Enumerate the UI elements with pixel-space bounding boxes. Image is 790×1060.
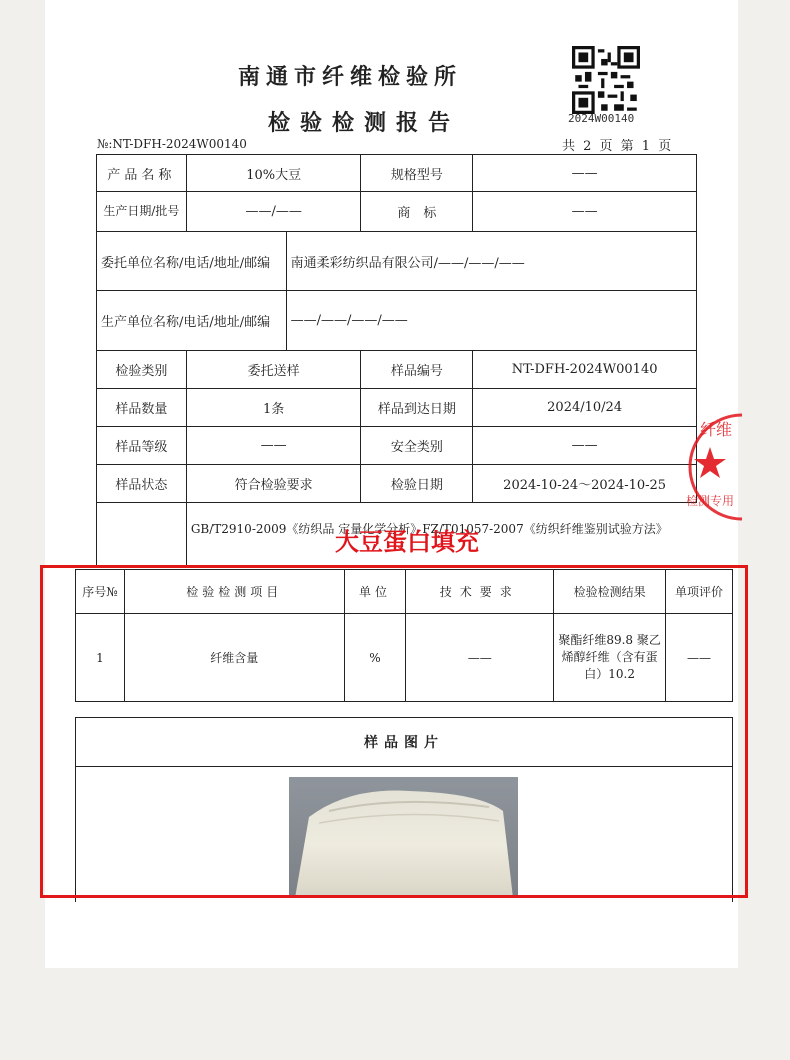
- sample-no-label: 样品编号: [361, 351, 473, 389]
- state-value: 符合检验要求: [186, 465, 361, 503]
- basis-value: GB/T2910-2009《纺织品 定量化学分析》FZ/T01057-2007《纺织纤维鉴别试验方法》: [186, 503, 696, 565]
- client-label: 委托单位名称/电话/地址/邮编: [97, 232, 287, 291]
- page-info: 共 2 页 第 1 页: [562, 139, 674, 154]
- brand-label: 商 标: [361, 192, 473, 232]
- product-name-value: 10%大豆: [186, 155, 361, 192]
- row-evaluation: ——: [666, 614, 733, 702]
- spec-label: 规格型号: [361, 155, 473, 192]
- row-requirement: ——: [406, 614, 554, 702]
- col-header-unit: 单位: [344, 570, 406, 614]
- report-title: 检验检测报告: [268, 110, 461, 136]
- prod-date-label: 生产日期/批号: [97, 192, 187, 232]
- col-header-item: 检验检测项目: [124, 570, 344, 614]
- brand-value: ——: [473, 192, 697, 232]
- producer-label: 生产单位名称/电话/地址/邮编: [97, 291, 287, 351]
- sample-photo-title: 样品图片: [75, 717, 733, 767]
- spec-value: ——: [473, 155, 697, 192]
- safety-value: ——: [473, 427, 697, 465]
- sample-no-value: NT-DFH-2024W00140: [473, 351, 697, 389]
- sample-qty-value: 1条: [186, 389, 361, 427]
- test-type-label: 检验类别: [97, 351, 187, 389]
- qr-code-label: 2024W00140: [568, 112, 635, 125]
- sample-qty-label: 样品数量: [97, 389, 187, 427]
- arrival-value: 2024/10/24: [473, 389, 697, 427]
- basis-label-cell: [97, 503, 187, 565]
- col-header-no: 序号№: [76, 570, 125, 614]
- test-date-label: 检验日期: [361, 465, 473, 503]
- prod-date-value: ——/——: [186, 192, 361, 232]
- stamp-text-bottom: 检测专用: [686, 494, 735, 508]
- col-header-requirement: 技术要求: [406, 570, 554, 614]
- test-date-value: 2024-10-24～2024-10-25: [473, 465, 697, 503]
- row-result: 聚酯纤维89.8 聚乙烯醇纤维（含有蛋白）10.2: [554, 614, 666, 702]
- grade-value: ——: [186, 427, 361, 465]
- row-item: 纤维含量: [124, 614, 344, 702]
- highlight-caption: 大豆蛋白填充: [335, 528, 479, 556]
- qr-code-icon: [572, 46, 640, 114]
- product-name-label: 产品名称: [97, 155, 187, 192]
- institute-title: 南通市纤维检验所: [238, 64, 463, 90]
- col-header-evaluation: 单项评价: [666, 570, 733, 614]
- state-label: 样品状态: [97, 465, 187, 503]
- sample-info-table: [96, 154, 697, 565]
- report-number: №:NT-DFH-2024W00140: [97, 137, 247, 151]
- client-value: 南通柔彩纺织品有限公司/——/——/——: [286, 232, 696, 291]
- highlight-frame: [40, 565, 748, 898]
- row-no: 1: [76, 614, 125, 702]
- stamp-text: 纤维: [700, 420, 733, 439]
- col-header-result: 检验检测结果: [554, 570, 666, 614]
- row-unit: %: [344, 614, 406, 702]
- test-type-value: 委托送样: [186, 351, 361, 389]
- grade-label: 样品等级: [97, 427, 187, 465]
- official-stamp: [682, 405, 742, 525]
- producer-value: ——/——/——/——: [286, 291, 696, 351]
- safety-label: 安全类别: [361, 427, 473, 465]
- arrival-label: 样品到达日期: [361, 389, 473, 427]
